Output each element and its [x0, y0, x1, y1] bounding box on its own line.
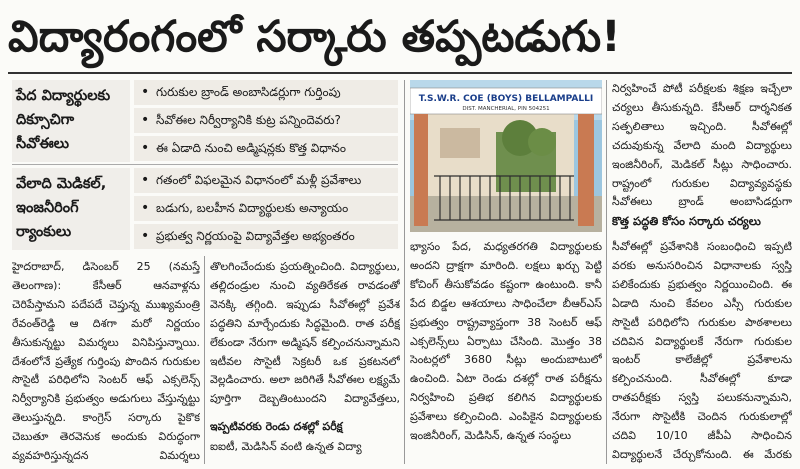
- headline-underline: [8, 72, 792, 74]
- highlight-bullet: • సీవోఈల నిర్వీర్యానికి కుట్ర పన్నిందెవరు?: [134, 108, 398, 133]
- column-rule: [606, 80, 607, 464]
- article-column-2: [210, 258, 400, 408]
- article-column-4: [612, 80, 792, 208]
- highlight-bullet: • గురుకుల బ్రాండ్ అంబాసిడర్లుగా గుర్తింపు: [134, 80, 398, 105]
- article-text: నిర్వహించే పోటీ పరీక్షలకు శిక్షణ ఇచ్చేలా చర్యలు తీసుకున్నది. కేసీఆర్ దార్శనికత సత్ఫలితాలు ఇచ్చింది. సీవోఈల్లో చదువుకున్న వేలాది మంది విద్యార్థులు ఇంజినీరింగ్, మెడికల్ సీట్లు సాధించారు. రాష్ట్రంలో గురుకుల విద్యావ్యవస్థకు సీవోఈలు బ్రాండ్ అంబాసిడర్లుగా: [612, 82, 792, 208]
- highlight-box: [12, 80, 398, 250]
- headline: విద్యారంగంలో సర్కారు తప్పటడుగు!: [8, 12, 621, 62]
- highlight-label-1: పేద విద్యార్థులకు దిక్సూచిగా సీవోఈలు: [12, 80, 130, 162]
- column-rule: [404, 80, 405, 464]
- highlight-bullet: • గతంలో విఫలమైన విధానంలో మళ్లీ ప్రవేశాలు: [134, 168, 398, 193]
- article-text: తొలగించేందుకు ప్రయత్నించింది. విద్యార్థులు, తల్లిదండ్రుల నుంచి వ్యతిరేకత రావడంతో వెనక్కి తగ్గింది. ఇప్పుడు సీవోఈల్లో ప్రవేశ పద్ధతిని మార్చేందుకు సిద్ధమైంది. రాత పరీక్ష లేకుండా నేరుగా అడ్మిషన్ కల్పించనున్నామని ఇటీవల సొసైటీ సెక్రటరీ ఒక ప్రకటనలో వెల్లడించారు. అలా జరిగితే సీవోఈల లక్ష్యమే పూర్తిగా దెబ్బతింటుందని విద్యావేత్తలు,: [210, 260, 400, 406]
- college-gate-image: [410, 80, 602, 232]
- article-text: భ్యాసం పేద, మధ్యతరగతి విద్యార్థులకు అందని ద్రాక్షగా మారింది. లక్షలు ఖర్చు పెట్టి కోచింగ్ తీసుకోవడం కష్టంగా ఉంటుంది. కానీ పేద బిడ్డల ఆశయాలు సాధించేలా బీఆర్‌ఎస్ ప్రభుత్వం రాష్ట్రవ్యాప్తంగా 38 సెంటర్ ఆఫ్ ఎక్సలెన్స్‌లు ఏర్పాటు చేసింది. మొత్తం 38 సెంటర్లలో 3680 సీట్లు అందుబాటులో ఉంచింది. ఏటా రెండు దశల్లో రాత పరీక్షను నిర్వహించి ప్రతిభ కలిగిన విద్యార్థులకు ప్రవేశాలు కల్పించింది. ఎంపికైన విద్యార్థులకు ఇంజినీరింగ్, మెడిసిన్, ఉన్నత సంస్థలు: [410, 240, 602, 443]
- college-photo: [410, 80, 602, 232]
- highlight-bullet: • ప్రభుత్వ నిర్ణయంపై విద్యావేత్తల అభ్యంతరం: [134, 224, 398, 249]
- sign-line-2: DIST. MANCHERIAL, PIN 504251: [462, 106, 550, 112]
- article-text: ఐఐటీ, మెడిసిన్ వంటి ఉన్నత విద్యా: [210, 440, 362, 453]
- subheading: కొత్త పద్ధతి కోసం సర్కారు చర్యలు: [612, 214, 761, 228]
- highlight-bullet: • బడుగు, బలహీన విద్యార్థులకు అన్యాయం: [134, 196, 398, 221]
- highlight-divider: [12, 164, 398, 165]
- highlight-label-2: వేలాది మెడికల్, ఇంజనీరింగ్ ర్యాంకులు: [12, 168, 130, 250]
- subheading: ఇప్పటివరకు రెండు దశల్లో పరీక్ష: [210, 420, 343, 433]
- article-column-3: [410, 238, 602, 464]
- article-text: హైదరాబాద్, డిసెంబర్ 25 (నమస్తే తెలంగాణ): కేసీఆర్ ఆనవాళ్లను చెరిపేస్తామని పదేపదే చెప్తున్న ముఖ్యమంత్రి రేవంత్‌రెడ్డి ఆ దిశగా మరో నిర్ణయం తీసుకున్నట్టు విమర్శలు వినిపిస్తున్నాయి. దేశంలోనే ప్రత్యేక గుర్తింపు పొందిన గురుకుల సొసైటీ పరిధిలోని సెంటర్ ఆఫ్ ఎక్సలెన్స్ నిర్వీర్యానికి ప్రభుత్వం అడుగులు వేస్తున్నట్టు తెలుస్తున్నది. కాంగ్రెస్ సర్కారు పైకొక చెబుతూ తెరవెనుక అందుకు విరుద్ధంగా వ్యవహరిస్తున్నదన విమర్శలు: [12, 260, 200, 463]
- article-column-4-cont: [612, 238, 792, 464]
- article-column-1: [12, 258, 200, 463]
- highlight-bullet: • ఈ ఏడాది నుంచి అడ్మిషన్లకు కొత్త విధానం: [134, 136, 398, 161]
- article-text: సీవోఈల్లో ప్రవేశానికి సంబంధించి ఇప్పటి వరకు అనుసరించిన విధానాలకు స్వస్తి పలికేందుకు ప్రభుత్వం నిర్ణయించింది. ఈ ఏడాది నుంచి కేవలం ఎస్సీ గురుకుల సొసైటీ పరిధిలోని గురుకుల పాఠశాలలు చదివిన విద్యార్థులకే నేరుగా గురుకుల ఇంటర్ కాలేజీల్లో ప్రవేశాలను కల్పించనుంది. సీవోఈల్లో కూడా రాతపరీక్షకు స్వస్తి పలుకనున్నామని, నేరుగా సొసైటీకి చెందిన గురుకులాల్లో చదివి 10/10 జీపీఏ సాధించిన విద్యార్థులనే చేర్చుకోనుంది. ఈ మేరకు: [612, 240, 792, 461]
- column-rule: [204, 256, 205, 464]
- article-column-2-cont: [210, 438, 400, 468]
- sign-line-1: T.S.W.R. COE (BOYS) BELLAMPALLI: [418, 94, 594, 104]
